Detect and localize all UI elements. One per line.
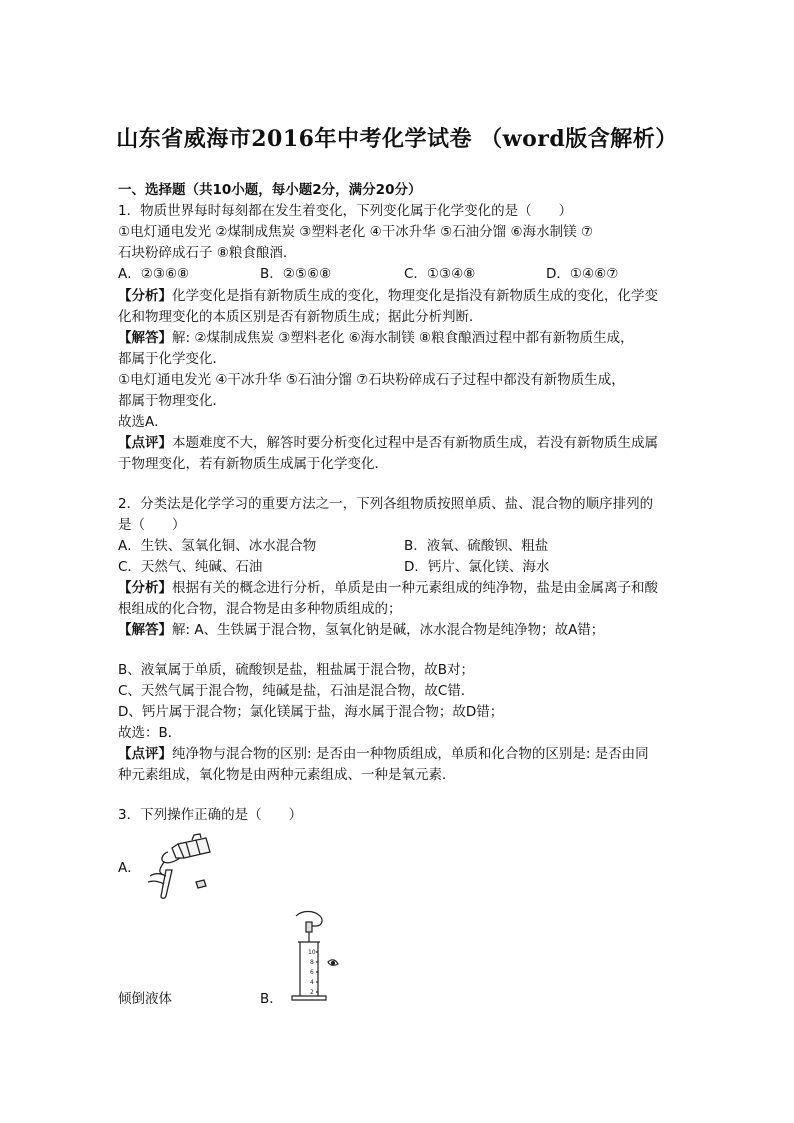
q1-answer-line4: 都属于物理变化．: [118, 393, 226, 409]
q1-items-line1: ①电灯通电发光 ②煤制成焦炭 ③塑料老化 ④干冰升华 ⑤石油分馏 ⑥海水制镁 ⑦: [118, 224, 593, 240]
q1-stem: 1．物质世界每时每刻都在发生着变化，下列变化属于化学变化的是（ ）: [118, 203, 573, 219]
q1-answer-line2: 都属于化学变化．: [118, 351, 226, 367]
q1-option-d: D．①④⑥⑦: [546, 266, 619, 282]
section-heading: 一、选择题（共10小题，每小题2分，满分20分）: [118, 182, 422, 198]
answer-tag: 【解答】: [118, 622, 172, 638]
q2-analysis-line2: 根组成的化合物，混合物是由多种物质组成的；: [118, 601, 402, 617]
q3-stem: 3．下列操作正确的是（ ）: [118, 807, 303, 823]
q1-choose: 故选A．: [118, 414, 168, 430]
q1-comment-line2: 于物理变化，若有新物质生成属于化学变化．: [118, 456, 388, 472]
q1-option-b: B．②⑤⑥⑧: [260, 266, 332, 282]
analysis-tag: 【分析】: [118, 580, 172, 596]
q3-option-b: B．: [260, 991, 283, 1007]
cylinder-mark-6: 6: [310, 969, 314, 976]
q2-answer-line3: C、天然气属于混合物，纯碱是盐，石油是混合物，故C错．: [118, 683, 475, 699]
q1-items-line2: 石块粉碎成石子 ⑧粮食酿酒．: [118, 245, 297, 261]
q2-option-c: C．天然气、纯碱、石油: [118, 559, 263, 575]
q2-comment-line1: 【点评】纯净物与混合物的区别: 是否由一种物质组成，单质和化合物的区别是: 是否由同: [118, 746, 649, 762]
q2-option-b: B．液氧、硫酸钡、粗盐: [404, 538, 549, 554]
q2-option-d: D．钙片、氯化镁、海水: [404, 559, 550, 575]
cylinder-mark-8: 8: [310, 959, 314, 966]
page-title: 山东省威海市2016年中考化学试卷 （word版含解析）: [116, 126, 678, 152]
q1-comment-line1: 【点评】本题难度不大，解答时要分析变化过程中是否有新物质生成，若没有新物质生成属: [118, 435, 658, 451]
q1-analysis-line2: 化和物理变化的本质区别是否有新物质生成；据此分析判断．: [118, 309, 483, 325]
q2-option-a: A．生铁、氢氧化铜、冰水混合物: [118, 538, 317, 554]
q2-answer-line1: 【解答】解: A、生铁属于混合物，氢氧化钠是碱，冰水混合物是纯净物；故A错；: [118, 622, 605, 638]
q3-option-a: A．: [118, 860, 141, 876]
comment-tag: 【点评】: [118, 435, 172, 451]
q2-choose: 故选：B．: [118, 725, 182, 741]
q2-comment-line2: 种元素组成，氧化物是由两种元素组成、一种是氧元素．: [118, 767, 456, 783]
cylinder-mark-10: 10: [308, 949, 316, 956]
q2-stem-line1: 2．分类法是化学学习的重要方法之一，下列各组物质按照单质、盐、混合物的顺序排列的: [118, 496, 654, 512]
pouring-liquid-illustration: [140, 832, 220, 902]
analysis-tag: 【分析】: [118, 288, 172, 304]
q2-stem-line2: 是（ ）: [118, 517, 186, 533]
q1-answer-line1: 【解答】解: ②煤制成焦炭 ③塑料老化 ⑥海水制镁 ⑧粮食酿酒过程中都有新物质生成，: [118, 330, 634, 346]
q1-answer-line3: ①电灯通电发光 ④干冰升华 ⑤石油分馏 ⑦石块粉碎成石子过程中都没有新物质生成，: [118, 372, 625, 388]
q1-option-a: A．②③⑥⑧: [118, 266, 190, 282]
cylinder-mark-4: 4: [310, 979, 314, 986]
q3-caption-a: 倾倒液体: [118, 991, 172, 1007]
q2-answer-line2: B、液氧属于单质，硫酸钡是盐，粗盐属于混合物，故B对；: [118, 662, 475, 678]
cylinder-mark-2: 2: [310, 989, 314, 996]
q1-analysis-line1: 【分析】化学变化是指有新物质生成的变化，物理变化是指没有新物质生成的变化，化学变: [118, 288, 658, 304]
graduated-cylinder-dropper-illustration: [284, 908, 344, 1004]
comment-tag: 【点评】: [118, 746, 172, 762]
q2-analysis-line1: 【分析】根据有关的概念进行分析，单质是由一种元素组成的纯净物，盐是由金属离子和酸: [118, 580, 658, 596]
q2-answer-line4: D、钙片属于混合物；氯化镁属于盐，海水属于混合物；故D错；: [118, 704, 504, 720]
answer-tag: 【解答】: [118, 330, 172, 346]
q1-option-c: C．①③④⑧: [404, 266, 476, 282]
